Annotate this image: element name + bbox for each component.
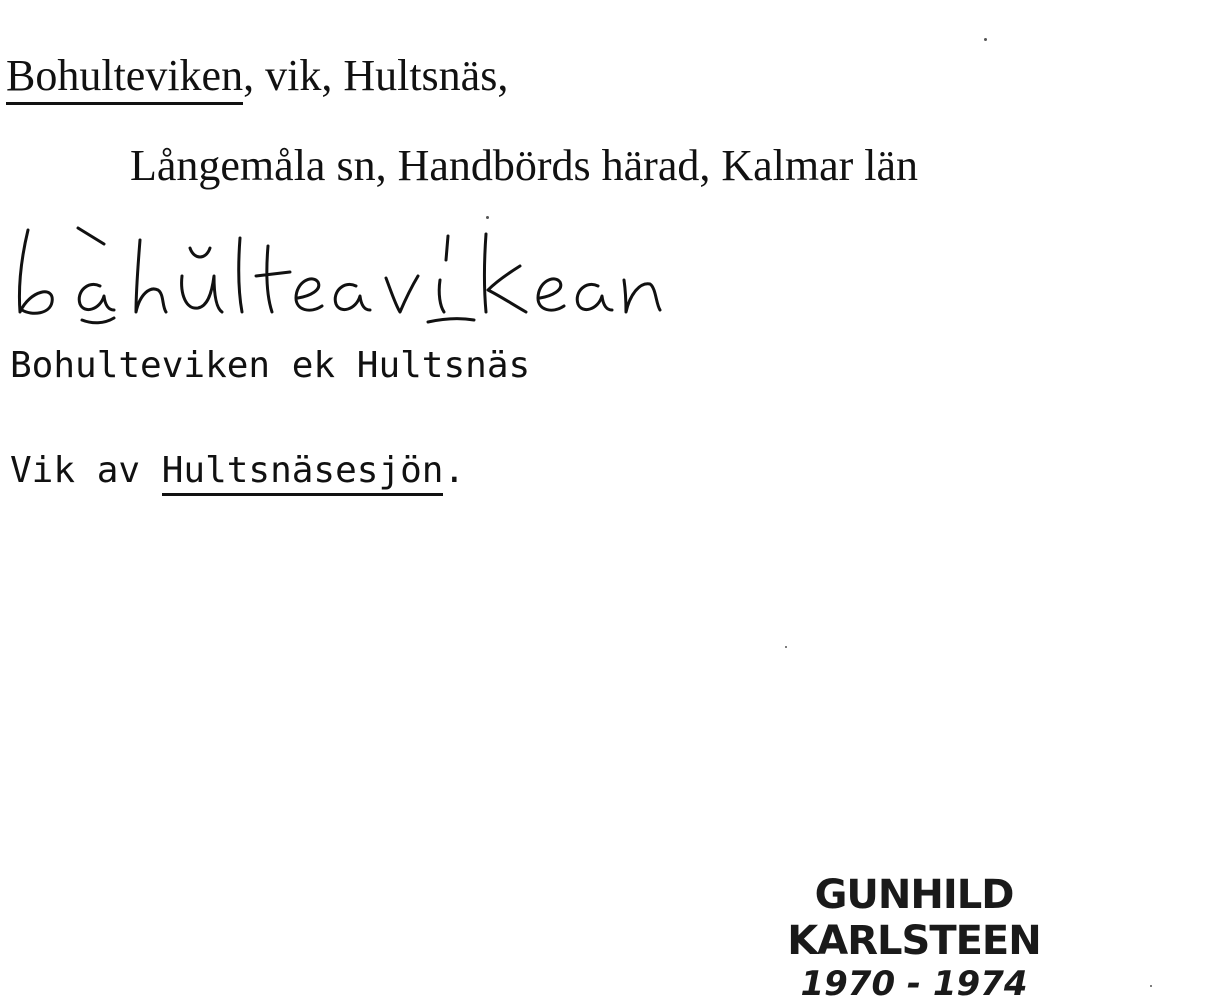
headword-rest: , vik, Hultsnäs,: [243, 51, 509, 100]
scan-speck: [1150, 985, 1152, 987]
description-line: [10, 450, 465, 491]
scan-speck: [785, 646, 787, 648]
description-suffix: .: [443, 450, 466, 491]
description-prefix: Vik av: [10, 450, 162, 491]
description-ref: Hultsnäsesjön: [162, 450, 444, 496]
stamp-name: GUNHILD KARLSTEEN: [787, 872, 1041, 964]
scan-speck: [984, 38, 987, 41]
pronunciation-svg: [0, 210, 680, 330]
local-form-line: Bohulteviken ek Hultsnäs: [10, 345, 531, 386]
scan-speck: [486, 216, 489, 219]
headword: Bohulteviken: [6, 51, 243, 105]
stamp-years: 1970 - 1974: [800, 964, 1028, 1004]
header-line: [6, 50, 508, 101]
pronunciation-handwriting: [0, 210, 680, 335]
collector-stamp: [684, 872, 1144, 1004]
location-line: Långemåla sn, Handbörds härad, Kalmar län: [130, 141, 919, 190]
